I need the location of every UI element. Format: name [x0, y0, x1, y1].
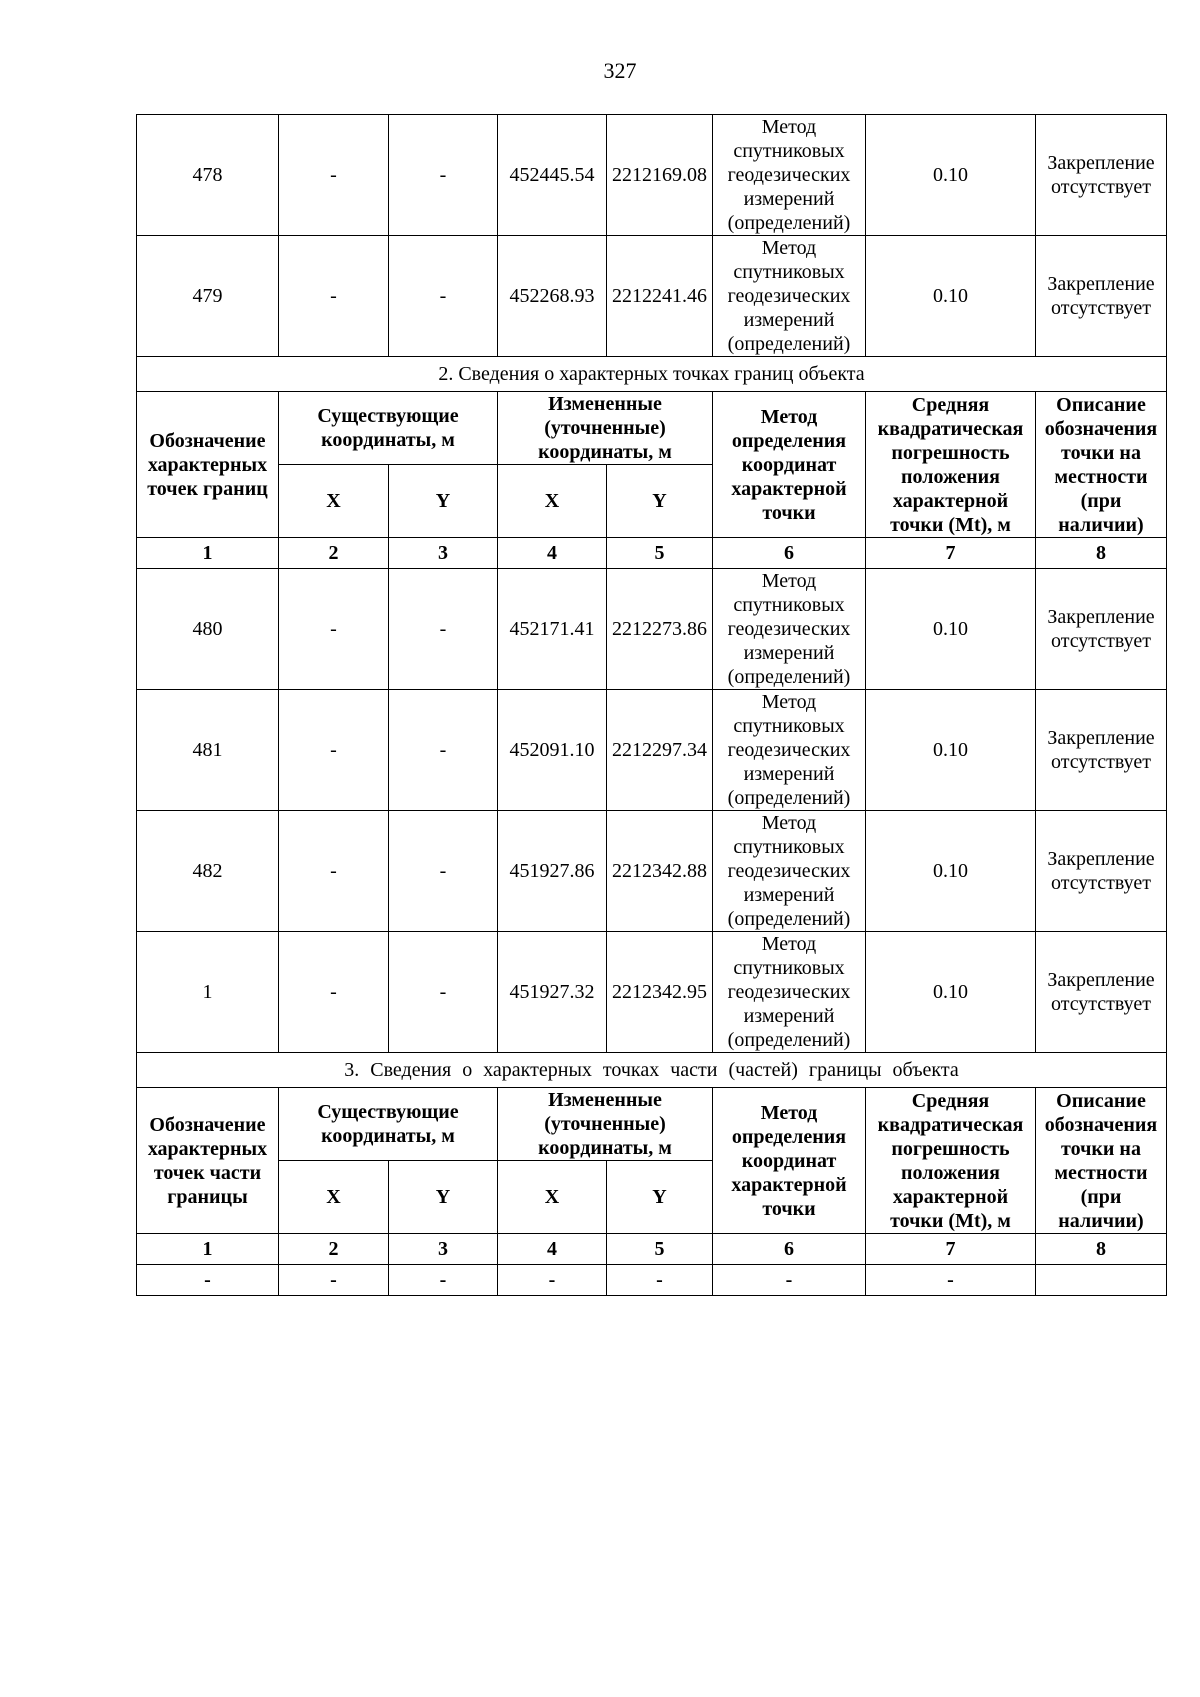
changed-x: 452268.93 — [498, 236, 607, 357]
header-method: Метод определения координат характерной точки — [713, 1088, 866, 1234]
point-id: 479 — [137, 236, 279, 357]
table-row — [137, 236, 1167, 357]
col-number: 6 — [713, 538, 866, 569]
header-changed: Измененные (уточненные) координаты, м — [498, 1088, 713, 1161]
point-id: 482 — [137, 811, 279, 932]
col-number: 2 — [279, 538, 389, 569]
existing-y: - — [389, 115, 498, 236]
point-id: 1 — [137, 932, 279, 1053]
point-id: 480 — [137, 569, 279, 690]
col-number: 2 — [279, 1234, 389, 1265]
header-y: Y — [389, 1161, 498, 1234]
method-cell: Метод спутниковых геодезических измерений (определений) — [713, 932, 866, 1053]
description-cell: Закрепление отсутствует — [1036, 569, 1167, 690]
changed-y: 2212297.34 — [607, 690, 713, 811]
header-x: X — [279, 1161, 389, 1234]
header-error: Средняя квадратическая погрешность положения характерной точки (Mt), м — [866, 1088, 1036, 1234]
existing-y: - — [389, 569, 498, 690]
col-number: 3 — [389, 1234, 498, 1265]
error-cell: 0.10 — [866, 236, 1036, 357]
header-y: Y — [607, 465, 713, 538]
col-number: 6 — [713, 1234, 866, 1265]
empty-cell: - — [607, 1265, 713, 1296]
changed-x: 452445.54 — [498, 115, 607, 236]
empty-cell: - — [498, 1265, 607, 1296]
header-error: Средняя квадратическая погрешность положения характерной точки (Mt), м — [866, 392, 1036, 538]
header-x: X — [498, 465, 607, 538]
header-description: Описание обозначения точки на местности (при наличии) — [1036, 1088, 1167, 1234]
error-cell: 0.10 — [866, 569, 1036, 690]
column-numbers-row — [137, 538, 1167, 569]
header-changed: Измененные (уточненные) координаты, м — [498, 392, 713, 465]
header-y: Y — [389, 465, 498, 538]
header-row — [137, 392, 1167, 465]
table-row — [137, 569, 1167, 690]
empty-cell: - — [137, 1265, 279, 1296]
section-title-row — [137, 357, 1167, 392]
table-row — [137, 115, 1167, 236]
changed-y: 2212241.46 — [607, 236, 713, 357]
changed-x: 452171.41 — [498, 569, 607, 690]
header-designation: Обозначение характерных точек части границы — [137, 1088, 279, 1234]
method-cell: Метод спутниковых геодезических измерений (определений) — [713, 690, 866, 811]
method-cell: Метод спутниковых геодезических измерений (определений) — [713, 236, 866, 357]
col-number: 5 — [607, 538, 713, 569]
changed-x: 451927.86 — [498, 811, 607, 932]
empty-cell: - — [279, 1265, 389, 1296]
col-number: 1 — [137, 538, 279, 569]
existing-x: - — [279, 115, 389, 236]
section-title-row — [137, 1053, 1167, 1088]
error-cell: 0.10 — [866, 811, 1036, 932]
existing-x: - — [279, 811, 389, 932]
changed-x: 451927.32 — [498, 932, 607, 1053]
table-row — [137, 1265, 1167, 1296]
header-existing: Существующие координаты, м — [279, 392, 498, 465]
col-number: 4 — [498, 538, 607, 569]
col-number: 5 — [607, 1234, 713, 1265]
empty-cell: - — [389, 1265, 498, 1296]
empty-cell: - — [866, 1265, 1036, 1296]
header-existing: Существующие координаты, м — [279, 1088, 498, 1161]
changed-y: 2212169.08 — [607, 115, 713, 236]
header-row — [137, 1088, 1167, 1161]
description-cell: Закрепление отсутствует — [1036, 115, 1167, 236]
header-x: X — [498, 1161, 607, 1234]
description-cell: Закрепление отсутствует — [1036, 811, 1167, 932]
header-method: Метод определения координат характерной точки — [713, 392, 866, 538]
col-number: 4 — [498, 1234, 607, 1265]
method-cell: Метод спутниковых геодезических измерений (определений) — [713, 115, 866, 236]
boundary-points-table — [136, 114, 1167, 1296]
existing-x: - — [279, 569, 389, 690]
header-y: Y — [607, 1161, 713, 1234]
col-number: 8 — [1036, 1234, 1167, 1265]
header-x: X — [279, 465, 389, 538]
existing-y: - — [389, 932, 498, 1053]
method-cell: Метод спутниковых геодезических измерений (определений) — [713, 569, 866, 690]
description-cell: Закрепление отсутствует — [1036, 236, 1167, 357]
section2-title: 2. Сведения о характерных точках границ объекта — [137, 357, 1167, 392]
method-cell: Метод спутниковых геодезических измерений (определений) — [713, 811, 866, 932]
existing-x: - — [279, 236, 389, 357]
existing-x: - — [279, 932, 389, 1053]
point-id: 481 — [137, 690, 279, 811]
empty-cell: - — [713, 1265, 866, 1296]
section3-title: 3. Сведения о характерных точках части (частей) границы объекта — [137, 1053, 1167, 1088]
changed-y: 2212342.95 — [607, 932, 713, 1053]
changed-y: 2212342.88 — [607, 811, 713, 932]
existing-x: - — [279, 690, 389, 811]
col-number: 7 — [866, 538, 1036, 569]
description-cell: Закрепление отсутствует — [1036, 932, 1167, 1053]
existing-y: - — [389, 690, 498, 811]
header-description: Описание обозначения точки на местности (при наличии) — [1036, 392, 1167, 538]
col-number: 7 — [866, 1234, 1036, 1265]
column-numbers-row — [137, 1234, 1167, 1265]
table-row — [137, 690, 1167, 811]
existing-y: - — [389, 236, 498, 357]
error-cell: 0.10 — [866, 115, 1036, 236]
col-number: 8 — [1036, 538, 1167, 569]
table-row — [137, 932, 1167, 1053]
description-cell: Закрепление отсутствует — [1036, 690, 1167, 811]
changed-y: 2212273.86 — [607, 569, 713, 690]
point-id: 478 — [137, 115, 279, 236]
error-cell: 0.10 — [866, 690, 1036, 811]
changed-x: 452091.10 — [498, 690, 607, 811]
existing-y: - — [389, 811, 498, 932]
header-designation: Обозначение характерных точек границ — [137, 392, 279, 538]
page-number: 327 — [603, 58, 637, 83]
error-cell: 0.10 — [866, 932, 1036, 1053]
empty-cell — [1036, 1265, 1167, 1296]
table-row — [137, 811, 1167, 932]
col-number: 1 — [137, 1234, 279, 1265]
col-number: 3 — [389, 538, 498, 569]
